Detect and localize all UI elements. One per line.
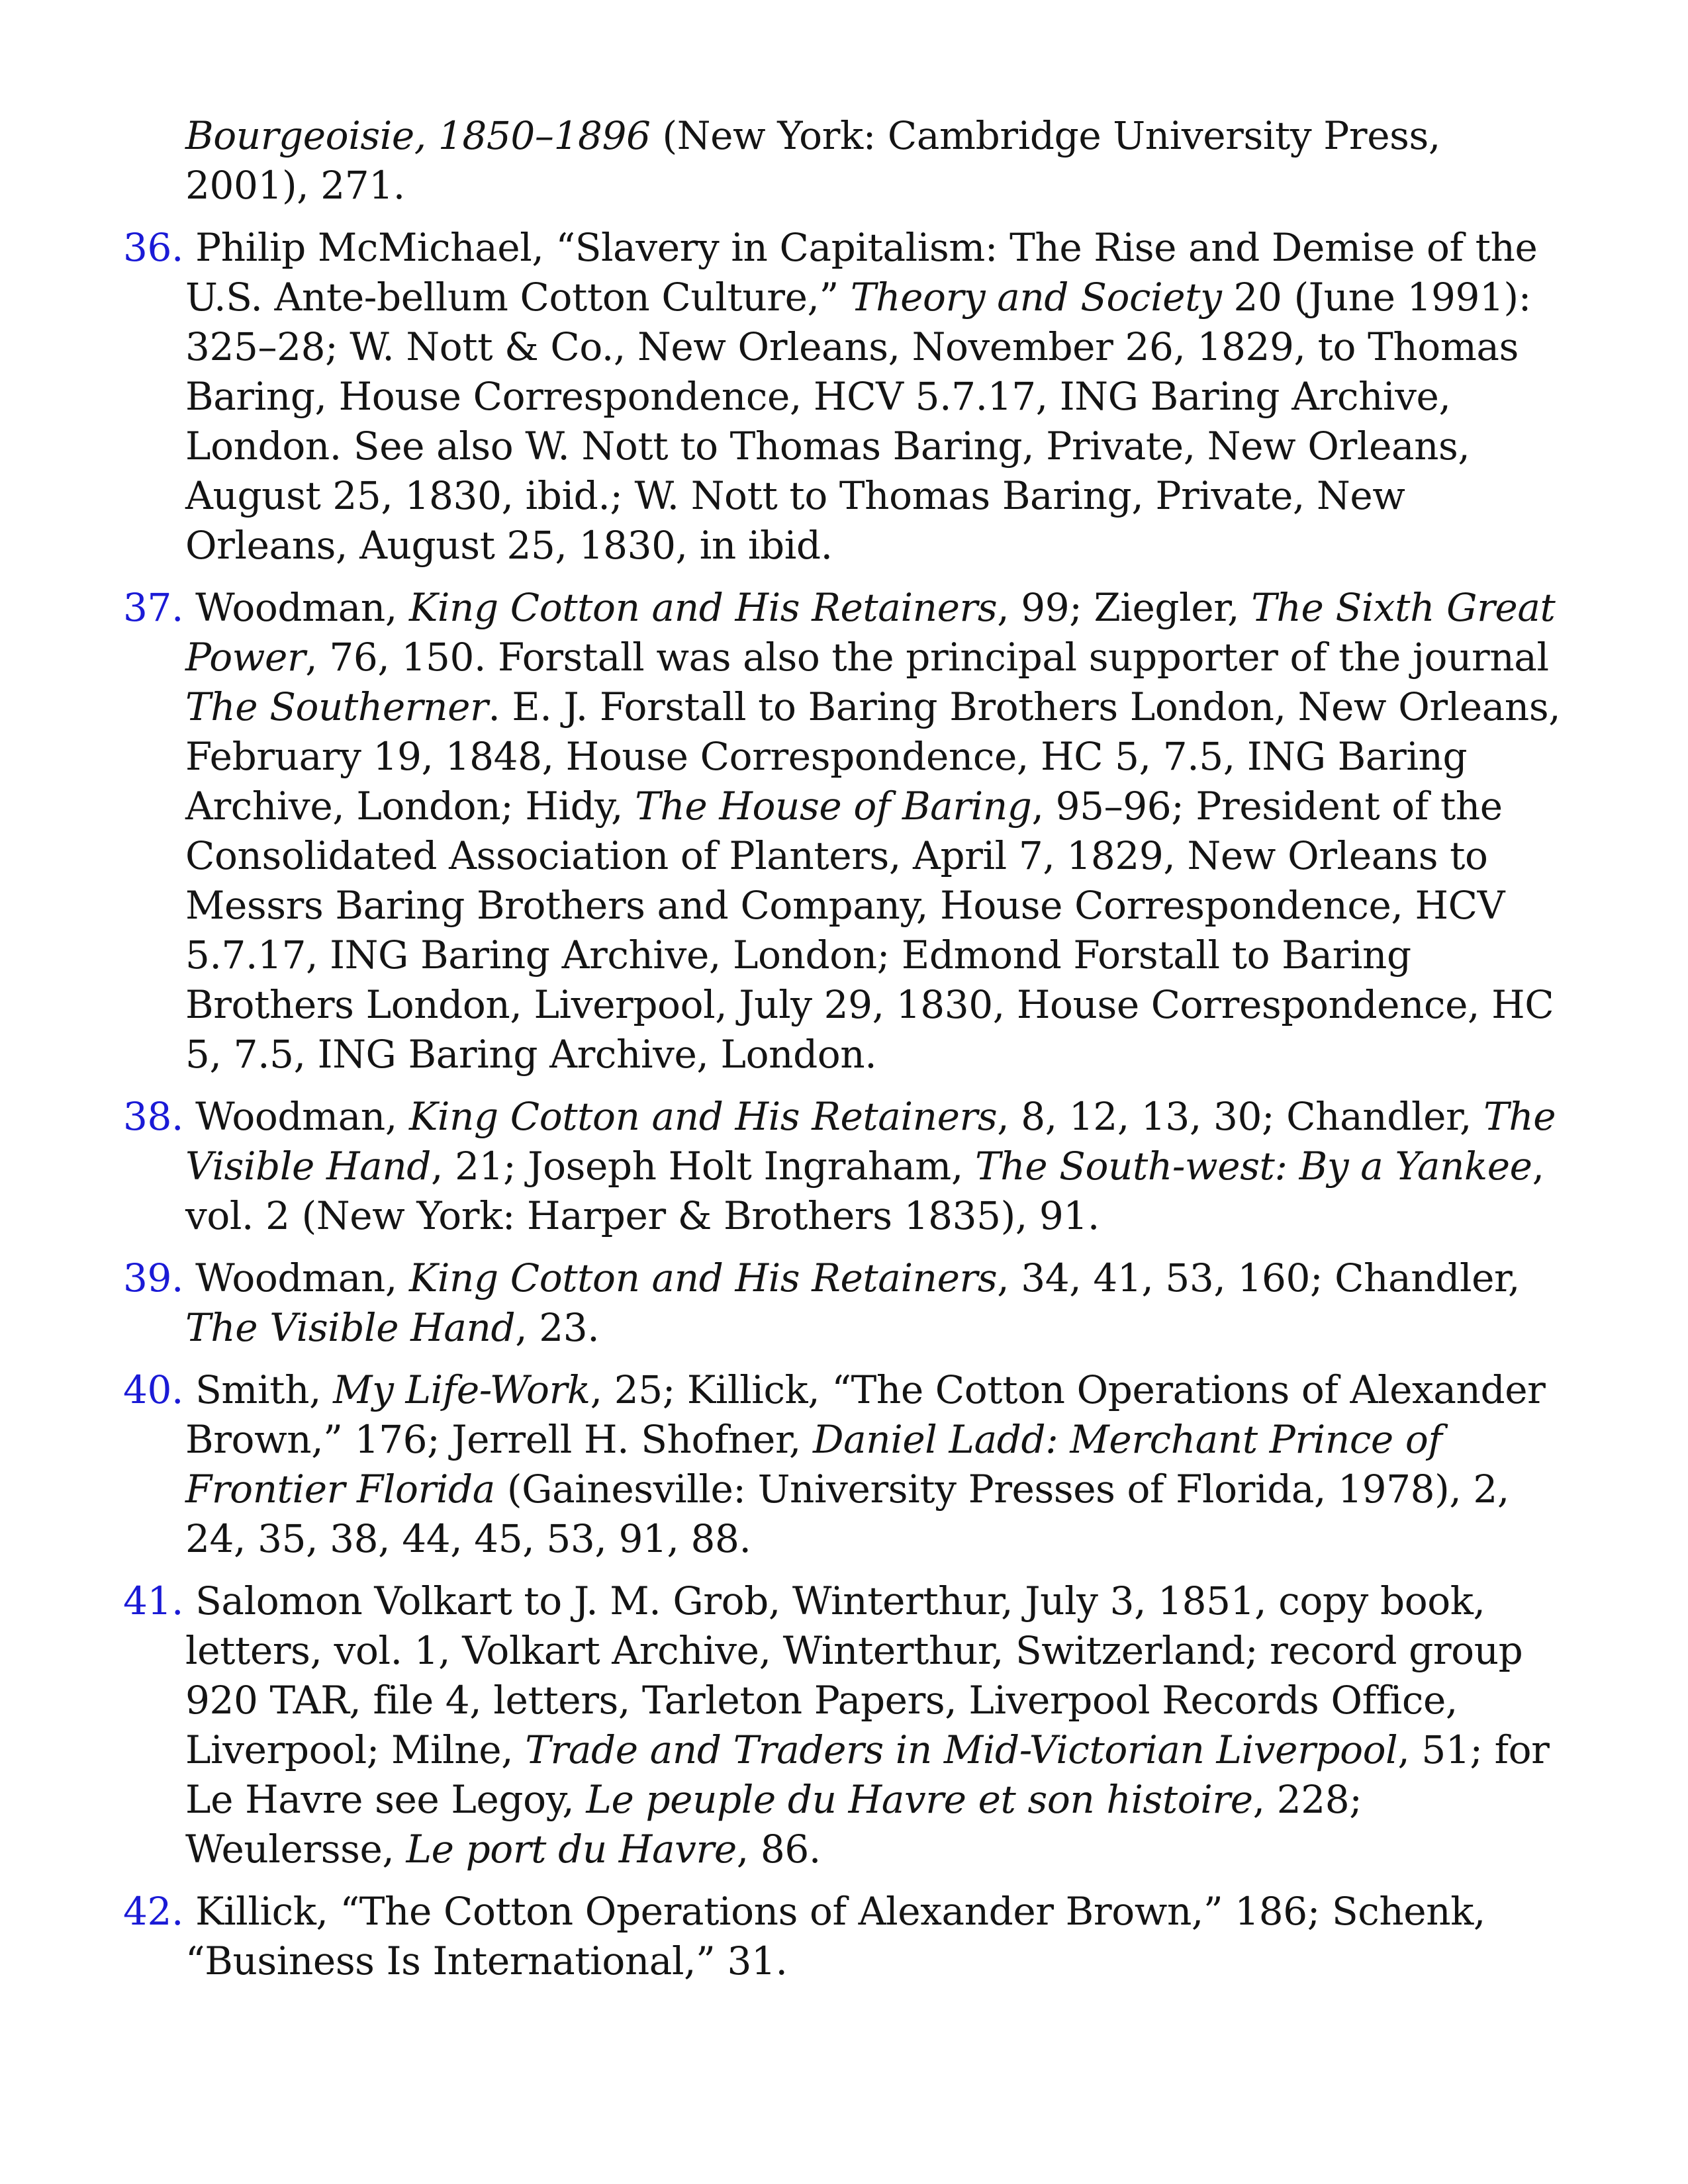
note-text-segment: Woodman,: [183, 585, 409, 630]
endnote-42: [123, 1887, 1566, 1986]
endnote-36: [123, 223, 1566, 570]
note-number-link[interactable]: 41.: [123, 1578, 184, 1623]
note-text-segment: Le port du Havre: [406, 1827, 737, 1872]
note-text-segment: The South-west: By a Yankee: [974, 1144, 1532, 1189]
note-text-segment: (New York: Cambridge University Press, 2001), 271.: [185, 113, 1440, 208]
note-text-segment: Trade and Traders in Mid-Victorian Liverpool: [525, 1727, 1398, 1772]
endnote-37: [123, 583, 1566, 1079]
endnote-38: [123, 1092, 1566, 1241]
note-text-segment: The Sixth Great Power: [185, 585, 1556, 680]
note-text-segment: , 76, 150. Forstall was also the principal supporter of the journal: [305, 635, 1549, 680]
endnotes-list: [123, 111, 1566, 1999]
note-text-segment: , 86.: [736, 1827, 821, 1872]
note-text-segment: The House of Baring: [635, 784, 1032, 829]
note-text-segment: , 99; Ziegler,: [997, 585, 1252, 630]
note-text-segment: The Southerner: [185, 684, 489, 729]
note-text-segment: Theory and Society: [850, 275, 1222, 320]
note-text-segment: , 95–96; President of the Consolidated Association of Planters, April 7, 1829, New Orleans to Messrs Baring Brothers and Company, House Correspondence, HCV 5.7.17, ING Baring Archive, London; Edmond Forstall to Baring Brothers London, Liverpool, July 29, 1830, House Correspondence, HC 5, 7.5, ING Baring Archive, London.: [185, 784, 1554, 1077]
note-text-segment: (Gainesville: University Presses of Florida, 1978), 2, 24, 35, 38, 44, 45, 53, 91, 88.: [185, 1467, 1509, 1561]
note-text-segment: Philip McMichael, “Slavery in Capitalism: The Rise and Demise of the U.S. Ante-bellum Cotton Culture,”: [183, 225, 1538, 320]
note-text-segment: Woodman,: [183, 1255, 409, 1300]
note-text-segment: , 8, 12, 13, 30; Chandler,: [997, 1094, 1484, 1139]
note-text-segment: , 51; for Le Havre see Legoy,: [185, 1727, 1550, 1822]
note-text-segment: My Life-Work: [333, 1367, 590, 1412]
note-text-segment: . E. J. Forstall to Baring Brothers London, New Orleans, February 19, 1848, House Correspondence, HC 5, 7.5, ING Baring Archive, London; Hidy,: [185, 684, 1561, 829]
note-number-link[interactable]: 38.: [123, 1094, 184, 1139]
endnote-41: [123, 1576, 1566, 1874]
note-number-link[interactable]: 42.: [123, 1889, 184, 1934]
note-text-segment: Salomon Volkart to J. M. Grob, Winterthur, July 3, 1851, copy book, letters, vol. 1, Volkart Archive, Winterthur, Switzerland; record group 920 TAR, file 4, letters, Tarleton Papers, Liverpool Records Office, Liverpool; Milne,: [183, 1578, 1523, 1772]
note-text-segment: 20 (June 1991): 325–28; W. Nott & Co., New Orleans, November 26, 1829, to Thomas Baring, House Correspondence, HCV 5.7.17, ING Baring Archive, London. See also W. Nott to Thomas Baring, Private, New Orleans, August 25, 1830, ibid.; W. Nott to Thomas Baring, Private, New Orleans, August 25, 1830, in ibid.: [185, 275, 1531, 568]
note-number-link[interactable]: 40.: [123, 1367, 184, 1412]
endnote-39: [123, 1253, 1566, 1353]
note-text-segment: , 25; Killick, “The Cotton Operations of Alexander Brown,” 176; Jerrell H. Shofner,: [185, 1367, 1546, 1462]
note-number-link[interactable]: 36.: [123, 225, 184, 270]
note-number-link[interactable]: 37.: [123, 585, 184, 630]
note-text-segment: Smith,: [183, 1367, 334, 1412]
note-number-link[interactable]: 39.: [123, 1255, 184, 1300]
note-text-segment: Killick, “The Cotton Operations of Alexander Brown,” 186; Schenk, “Business Is International,” 31.: [183, 1889, 1485, 1983]
note-text-segment: , 23.: [515, 1305, 600, 1350]
note-text-segment: King Cotton and His Retainers: [408, 585, 998, 630]
note-text-segment: The Visible Hand: [185, 1094, 1556, 1189]
note-text-segment: The Visible Hand: [185, 1305, 516, 1350]
note-text-segment: , vol. 2 (New York: Harper & Brothers 1835), 91.: [185, 1144, 1544, 1238]
note-text-segment: , 21; Joseph Holt Ingraham,: [431, 1144, 975, 1189]
note-text-segment: Bourgeoisie, 1850–1896: [185, 113, 651, 158]
note-text-segment: Le peuple du Havre et son histoire: [586, 1777, 1253, 1822]
note-text-segment: King Cotton and His Retainers: [408, 1094, 998, 1139]
note-text-segment: , 34, 41, 53, 160; Chandler,: [997, 1255, 1521, 1300]
note-text-segment: Daniel Ladd: Merchant Prince of Frontier Florida: [185, 1417, 1442, 1512]
endnote-continuation: [123, 111, 1566, 210]
note-text-segment: King Cotton and His Retainers: [408, 1255, 998, 1300]
note-text-segment: Woodman,: [183, 1094, 409, 1139]
note-text-segment: , 228; Weulersse,: [185, 1777, 1362, 1872]
endnote-40: [123, 1365, 1566, 1564]
